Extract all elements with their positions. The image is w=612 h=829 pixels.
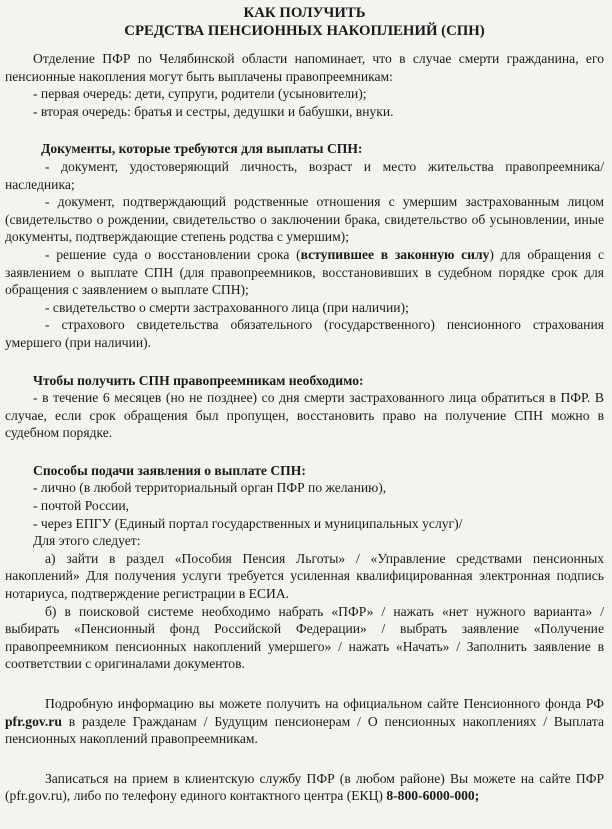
info-part-a: Подробную информацию вы можете получить на официальном сайте Пенсионного фонда РФ bbox=[45, 696, 604, 711]
contact-paragraph bbox=[5, 770, 604, 805]
documents-heading: Документы, которые требуются для выплаты СПН: bbox=[41, 141, 363, 157]
doc-item-2: - документ, подтверждающий родственные отношения с умершим застрахованным лицом (свидетельство о рождении, свидетельство о заключении брака, свидетельство об усыновлении, иные документы, подтверждающие степень родства с умершим); bbox=[5, 194, 604, 245]
contact-phone: 8-800-6000-000; bbox=[386, 788, 480, 804]
doc-item-5: - страхового свидетельства обязательного (государственного) пенсионного страхования умершего (при наличии). bbox=[5, 317, 604, 350]
queue-second: - вторая очередь: братья и сестры, дедушки и бабушки, внуки. bbox=[33, 103, 394, 119]
title-line-1: КАК ПОЛУЧИТЬ bbox=[243, 5, 366, 21]
method-in-person: - лично (в любой территориальный орган ПФР по желанию), bbox=[33, 480, 387, 496]
doc-item-1: - документ, удостоверяющий личность, возраст и место жительства правопреемника/наследника; bbox=[5, 158, 604, 192]
doc-item-3-bold: вступившее в законную силу bbox=[300, 246, 490, 262]
info-part-b: в разделе Гражданам / Будущим пенсионерам / О пенсионных накоплениях / Выплата пенсионных накоплений правопреемникам. bbox=[5, 713, 604, 747]
requirement-text: - в течение 6 месяцев (но не позднее) со дня смерти застрахованного лица обратиться в ПФР. В случае, если срок обращения был пропущен, восстановить право на получение СПН можно в судебном порядке. bbox=[5, 390, 604, 441]
doc-item-4: - свидетельство о смерти застрахованного лица (при наличии); bbox=[45, 299, 409, 315]
method-epgu: - через ЕПГУ (Единый портал государственных и муниципальных услуг)/ bbox=[33, 515, 463, 531]
info-paragraph bbox=[5, 695, 604, 748]
doc-item-3-part-a: - решение суда о восстановлении срока ( bbox=[45, 246, 301, 262]
method-post: - почтой России, bbox=[33, 498, 130, 514]
requirement-heading: Чтобы получить СПН правопреемникам необходимо: bbox=[33, 372, 364, 388]
queue-first: - первая очередь: дети, супруги, родители (усыновители); bbox=[33, 86, 367, 102]
info-site: pfr.gov.ru bbox=[5, 713, 62, 729]
title-line-2: СРЕДСТВА ПЕНСИОННЫХ НАКОПЛЕНИЙ (СПН) bbox=[124, 23, 485, 39]
step-a: а) зайти в раздел «Пособия Пенсия Льготы» / «Управление средствами пенсионных накоплений» Для получения услуги требуется усиленная квалифицированная электронная подпись нотариуса, подтверждение регистрации в ЕСИА. bbox=[5, 550, 604, 602]
step-b: б) в поисковой системе необходимо набрать «ПФР» / нажать «нет нужного варианта» / выбирать «Пенсионный фонд Российской Федерации» / выбрать заявление «Получение правопреемником пенсионных накоплений умершего» / нажать «Начать» / Заполнить заявление в соответствии с оригиналами документов. bbox=[5, 603, 604, 672]
instructions-label: Для этого следует: bbox=[33, 533, 141, 549]
doc-item-3-part-b: ) для обращения с заявлением о выплате СПН (для правопреемников, восстановивших в судебном порядке срок для обращения с заявлением о выплате СПН); bbox=[5, 246, 604, 298]
contact-part-a: Записаться на прием в клиентскую службу ПФР (в любом районе) Вы можете на сайте ПФР (pfr.gov.ru), либо по телефону единого контактного центра (ЕКЦ) bbox=[5, 770, 604, 804]
doc-item-3 bbox=[5, 246, 604, 299]
submission-methods-heading: Способы подачи заявления о выплате СПН: bbox=[33, 462, 306, 478]
intro-paragraph: Отделение ПФР по Челябинской области напоминает, что в случае смерти гражданина, его пенсионные накопления могут быть выплачены правопреемникам: bbox=[5, 51, 604, 84]
